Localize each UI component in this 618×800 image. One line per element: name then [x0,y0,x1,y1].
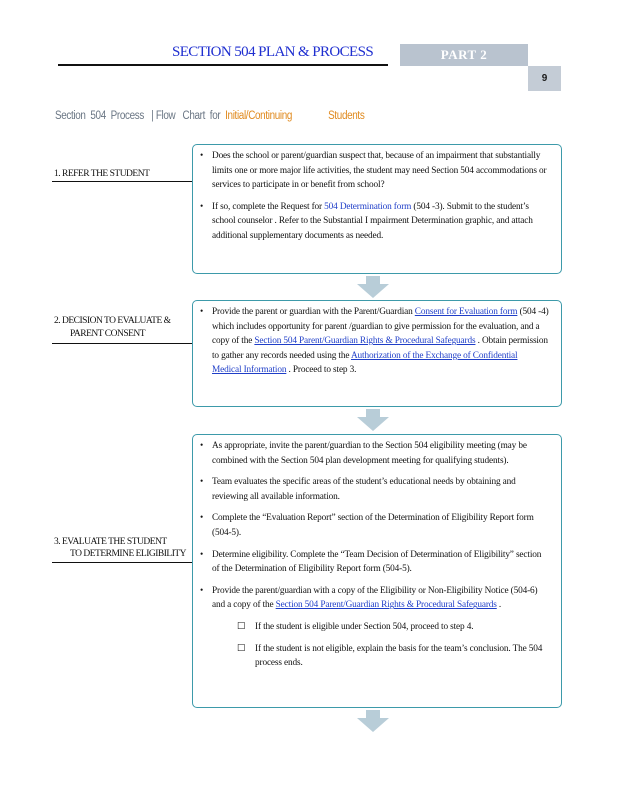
bullet-icon: • [200,585,204,596]
bullet-icon: • [200,477,204,488]
bullet-icon: • [200,307,204,317]
down-arrow-icon [357,710,389,732]
rights-safeguards-link[interactable]: Section 504 Parent/Guardian Rights & Procedural Safeguards [275,600,497,611]
down-arrow-icon [357,276,389,298]
bullet-icon: • [200,513,204,524]
list-item: • As appropriate, invite the parent/guardian to the Section 504 eligibility meeting (may be combined with the Section 504 plan development meeting for qualifying students). [200,441,527,466]
bullet-icon: • [200,441,204,451]
title-underline [58,64,388,66]
step-1-box [192,144,562,274]
rights-safeguards-link[interactable]: Section 504 Parent/Guardian Rights & Procedural Safeguards [254,336,476,347]
list-item: • Determine eligibility. Complete the “Team Decision of Determination of Eligibility” section of the Determination of Eligibility Report form (504-5). [200,549,542,575]
bullet-icon: • [200,151,204,161]
list-item: • If so, complete the Request for 504 Determination form (504 -3). Submit to the student’s school counselor . Refer to the Substantial I mpairment Determination graphic, and attach additional supplementary documents as needed. [200,201,533,241]
bullet-icon: • [200,201,204,212]
down-arrow-icon [357,409,389,431]
consent-evaluation-form-link[interactable]: Consent for Evaluation form [414,307,518,317]
step-2-rule [52,343,193,344]
step-1-rule [52,181,193,182]
list-item: • Team evaluates the specific areas of the student’s educational needs by obtaining and reviewing all available information. [200,477,516,502]
step-3-label: 3. EVALUATE THE STUDENT [54,537,167,547]
sub-list-item: ☐ If the student is not eligible, explain the basis for the team’s conclusion. The 504 process ends. [237,643,543,669]
authorization-exchange-link[interactable]: Authorization of the Exchange of Confidential Medical Information [212,350,518,376]
step-3-box [192,434,562,708]
step-3-rule [52,562,193,563]
chart-subtitle [55,110,364,122]
page-number: 9 [528,66,561,91]
step-3-label-line2: TO DETERMINE ELIGIBILITY [70,549,187,559]
step-2-box [192,300,562,407]
bullet-icon: • [200,549,204,560]
list-item: • Does the school or parent/guardian suspect that, because of an impairment that substantially limits one or more major life activities, the student may need Section 504 accommodations or services to participate in or benefit from school? [200,151,547,191]
page-title: SECTION 504 PLAN & PROCESS [172,44,374,60]
checkbox-icon: ☐ [237,621,246,632]
step-2-label-line2: PARENT CONSENT [70,329,146,339]
determination-form-link[interactable]: 504 Determination form [324,201,412,212]
list-item: • Provide the parent/guardian with a copy of the Eligibility or Non-Eligibility Notice (504-6) and a copy of the Section 504 Parent/Guardian Rights & Procedural Safeguards . [200,585,538,611]
sub-list-item: ☐ If the student is eligible under Section 504, proceed to step 4. [200,620,549,635]
checkbox-icon: ☐ [237,643,246,654]
part-badge: PART 2 [400,44,528,66]
list-item: • Complete the “Evaluation Report” section of the Determination of Eligibility Report form (504-5). [200,513,534,538]
step-1-label: 1. REFER THE STUDENT [54,169,150,179]
step-2-label: 2. DECISION TO EVALUATE & [54,316,171,326]
subtitle-text: Section 504 Process | Flow Chart for [55,110,226,122]
subtitle-accent-initial: Initial/Continuing [225,110,293,122]
subtitle-gap [292,110,328,122]
subtitle-accent-students: Students [328,110,365,122]
list-item: • Provide the parent or guardian with the Parent/Guardian Consent for Evaluation form (504 -4) which includes opportunity for parent /guardian to give permission for the evaluation, and a copy of the Section 504 Parent/Guardian Rights & Procedural Safeguards . Obtain permission to gather any records needed using the Authorization of the Exchange of Confidential Medical Information . Proceed to step 3. [200,307,549,376]
